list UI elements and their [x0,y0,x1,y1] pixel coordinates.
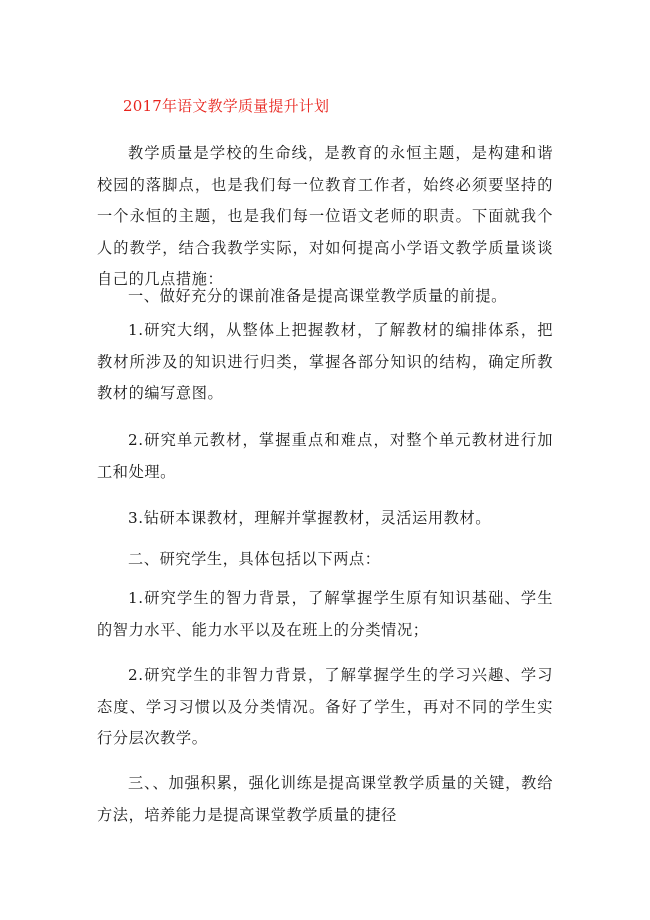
document-title: 2017年语文教学质量提升计划 [123,97,330,115]
section-one-heading: 一、做好充分的课前准备是提高课堂教学质量的前提。 [128,287,507,305]
section-two-item-2: 2.研究学生的非智力背景，了解掌握学生的学习兴趣、学习态度、学习习惯以及分类情况。备好了学生，再对不同的学生实行分层次教学。 [97,666,553,747]
section-one-item-1: 1.研究大纲，从整体上把握教材，了解教材的编排体系，把教材所涉及的知识进行归类，掌握各部分知识的结构，确定所教教材的编写意图。 [97,321,553,402]
section-three-heading: 三、、加强积累，强化训练是提高课堂教学质量的关键，教给方法，培养能力是提高课堂教学质量的捷径 [97,774,553,824]
section-one-item-3: 3.钻研本课教材，理解并掌握教材，灵活运用教材。 [128,509,492,527]
section-one-item-2: 2.研究单元教材，掌握重点和难点，对整个单元教材进行加工和处理。 [97,431,553,481]
section-two-item-1: 1.研究学生的智力背景，了解掌握学生原有知识基础、学生的智力水平、能力水平以及在班上的分类情况； [97,589,553,639]
intro-paragraph: 教学质量是学校的生命线，是教育的永恒主题，是构建和谐校园的落脚点，也是我们每一位教育工作者，始终必须要坚持的一个永恒的主题，也是我们每一位语文老师的职责。下面就我个人的教学，结合我教学实际，对如何提高小学语文教学质量谈谈自己的几点措施： [97,144,553,288]
section-two-heading: 二、研究学生，具体包括以下两点： [128,550,381,568]
